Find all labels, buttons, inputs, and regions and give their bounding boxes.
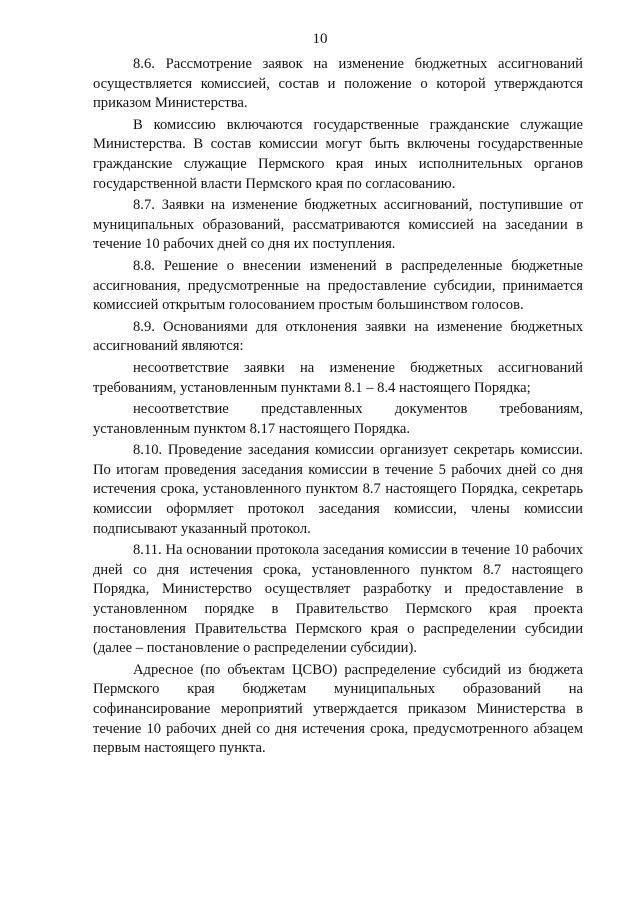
paragraph-8-11: 8.11. На основании протокола заседания комиссии в течение 10 рабочих дней со дня истечения срока, установленного пунктом 8.7 настоящего Порядка, Министерство осуществляет разработку и предоставление в установленном порядке в Правительство Пермского края проекта постановления Правительства Пермского края о распределении субсидии (далее – постановление о распределении субсидии). (93, 542, 583, 657)
paragraph-address-distribution: Адресное (по объектам ЦСВО) распределение субсидий из бюджета Пермского края бюджетам муниципальных образований на софинансирование мероприятий утверждается приказом Министерства в течение 10 рабочих дней со дня истечения срока, предусмотренного абзацем первым настоящего пункта. (93, 661, 583, 757)
page-number: 10 (312, 31, 328, 47)
paragraph-8-6: 8.6. Рассмотрение заявок на изменение бюджетных ассигнований осуществляется комиссией, состав и положение о которой утверждаются приказом Министерства. (93, 56, 583, 112)
paragraph-rejection-reason-1: несоответствие заявки на изменение бюджетных ассигнований требованиям, установленным пунктами 8.1 – 8.4 настоящего Порядка; (93, 359, 583, 396)
paragraph-8-7: 8.7. Заявки на изменение бюджетных ассигнований, поступившие от муниципальных образований, рассматриваются комиссией на заседании в течение 10 рабочих дней со дня их поступления. (93, 197, 583, 253)
paragraph-rejection-reason-2: несоответствие представленных документов требованиям, установленным пунктом 8.17 настоящего Порядка. (93, 401, 583, 437)
document-body (93, 55, 583, 761)
paragraph-8-8: 8.8. Решение о внесении изменений в распределенные бюджетные ассигнования, предусмотренные на предоставление субсидии, принимается комиссией открытым голосованием простым большинством голосов. (93, 257, 583, 314)
paragraph-8-9: 8.9. Основаниями для отклонения заявки на изменение бюджетных ассигнований являются: (93, 318, 583, 355)
paragraph-8-10: 8.10. Проведение заседания комиссии организует секретарь комиссии. По итогам проведения заседания комиссии в течение 5 рабочих дней со дня истечения срока, установленного пунктом 8.7 настоящего Порядка, секретарь комиссии оформляет протокол заседания комиссии, члены комиссии подписывают указанный протокол. (93, 442, 583, 537)
paragraph-commission-composition: В комиссию включаются государственные гражданские служащие Министерства. В состав комиссии могут быть включены государственные гражданские служащие Пермского края иных исполнительных органов государственной власти Пермского края по согласованию. (93, 116, 583, 192)
